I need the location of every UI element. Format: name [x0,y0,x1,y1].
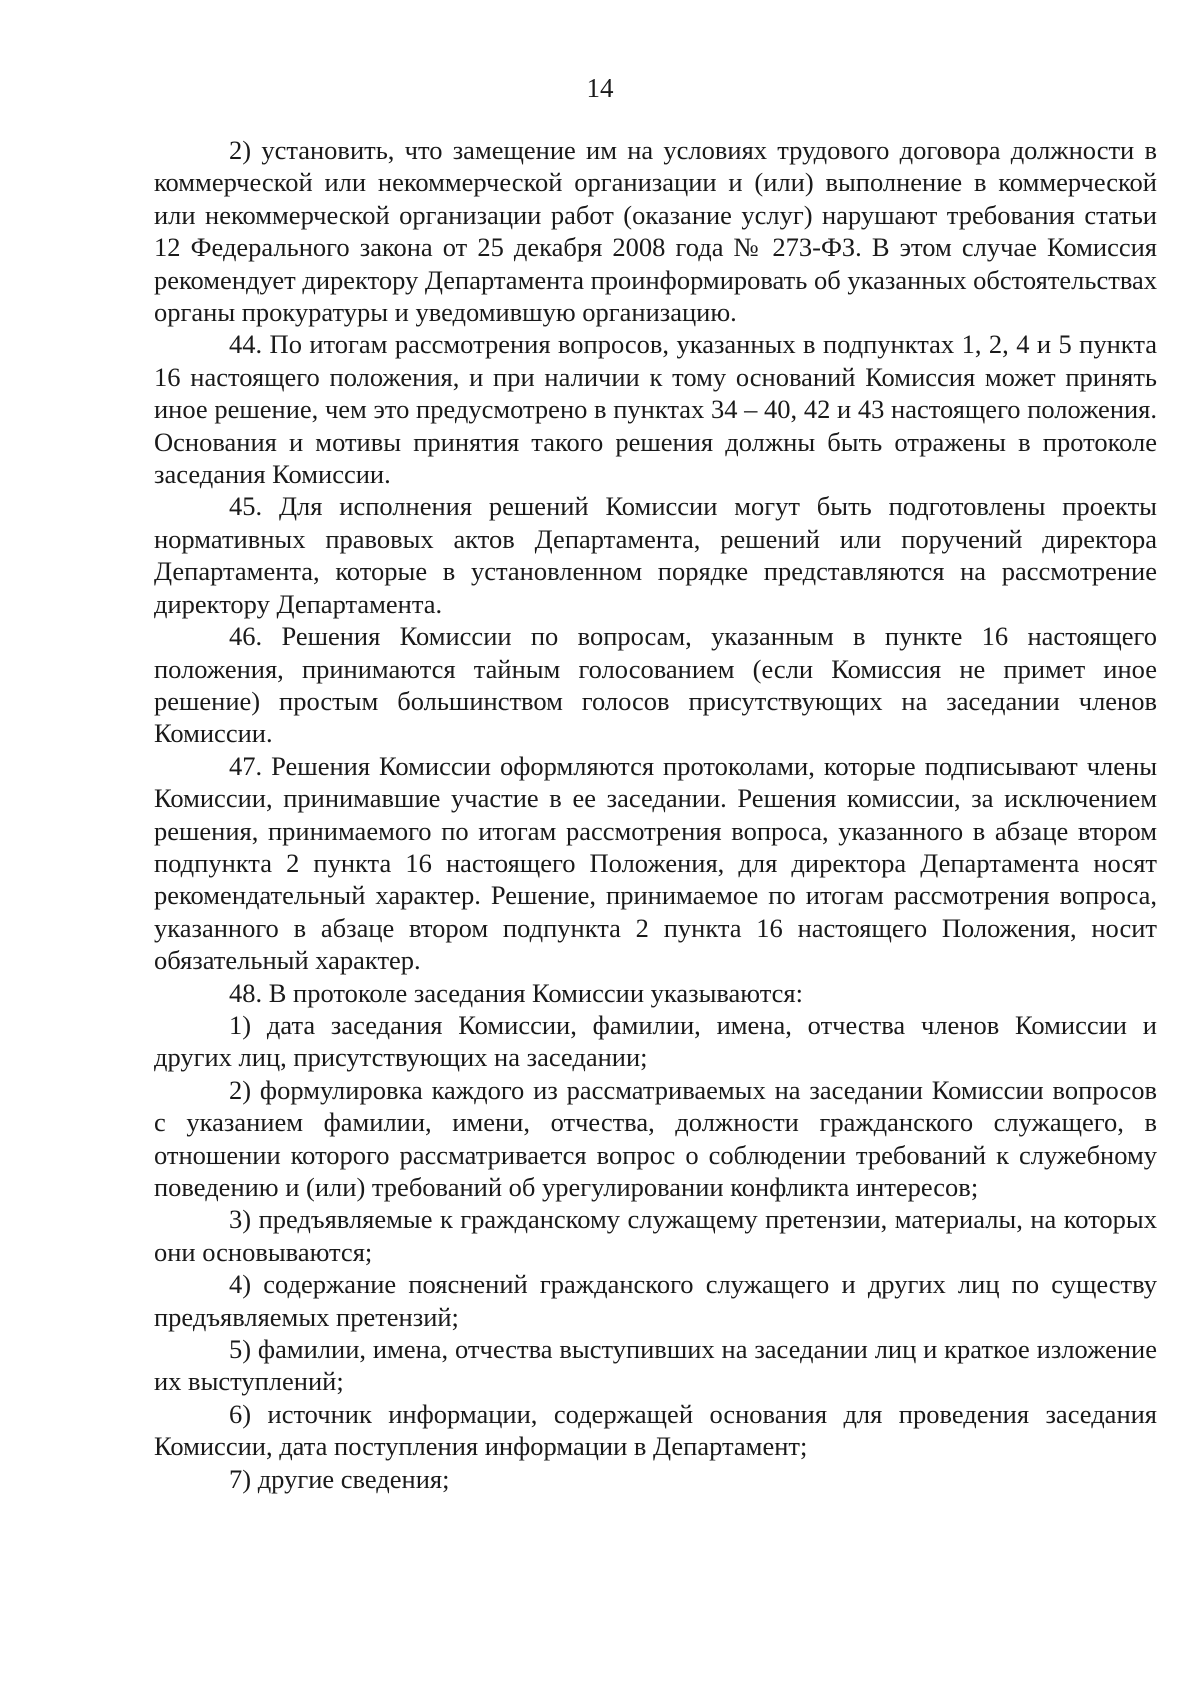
paragraph-45: 45. Для исполнения решений Комиссии могут быть подготовлены проекты нормативных правовых актов Департамента, решений или поручений директора Департамента, которые в установленном порядке представляются на рассмотрение директору Департамента. [154,491,1157,619]
list-item-1: 1) дата заседания Комиссии, фамилии, имена, отчества членов Комиссии и других лиц, присутствующих на заседании; [154,1009,1157,1073]
paragraph-46: 46. Решения Комиссии по вопросам, указанным в пункте 16 настоящего положения, принимаются тайным голосованием (если Комиссия не примет иное решение) простым большинством голосов присутствующих на заседании членов Комиссии. [154,621,1157,749]
document-body [154,134,1157,1495]
paragraph-48: 48. В протоколе заседания Комиссии указываются: [229,977,803,1008]
paragraph-44: 44. По итогам рассмотрения вопросов, указанных в подпунктах 1, 2, 4 и 5 пункта 16 настоящего положения, и при наличии к тому оснований Комиссия может принять иное решение, чем это предусмотрено в пунктах 34 – 40, 42 и 43 настоящего положения. Основания и мотивы принятия такого решения должны быть отражены в протоколе заседания Комиссии. [154,329,1157,490]
paragraph-47: 47. Решения Комиссии оформляются протоколами, которые подписывают члены Комиссии, принимавшие участие в ее заседании. Решения комиссии, за исключением решения, принимаемого по итогам рассмотрения вопроса, указанного в абзаце втором подпункта 2 пункта 16 настоящего Положения, для директора Департамента носят рекомендательный характер. Решение, принимаемое по итогам рассмотрения вопроса, указанного в абзаце втором подпункта 2 пункта 16 настоящего Положения, носит обязательный характер. [154,750,1157,976]
list-item-6: 6) источник информации, содержащей основания для проведения заседания Комиссии, дата поступления информации в Департамент; [154,1398,1157,1462]
paragraph-subitem-2: 2) установить, что замещение им на условиях трудового договора должности в коммерческой или некоммерческой организации и (или) выполнение в коммерческой или некоммерческой организации работ (оказание услуг) нарушают требования статьи 12 Федерального закона от 25 декабря 2008 года № 273-ФЗ. В этом случае Комиссия рекомендует директору Департамента проинформировать об указанных обстоятельствах органы прокуратуры и уведомившую организацию. [154,135,1157,328]
list-item-2: 2) формулировка каждого из рассматриваемых на заседании Комиссии вопросов с указанием фамилии, имени, отчества, должности гражданского служащего, в отношении которого рассматривается вопрос о соблюдении требований к служебному поведению и (или) требований об урегулировании конфликта интересов; [154,1074,1157,1202]
list-item-7: 7) другие сведения; [229,1463,450,1494]
list-item-3: 3) предъявляемые к гражданскому служащему претензии, материалы, на которых они основываются; [154,1204,1157,1267]
list-item-5: 5) фамилии, имена, отчества выступивших на заседании лиц и краткое изложение их выступлений; [154,1334,1157,1397]
page-number: 14 [586,73,614,103]
list-item-4: 4) содержание пояснений гражданского служащего и других лиц по существу предъявляемых претензий; [154,1269,1157,1332]
